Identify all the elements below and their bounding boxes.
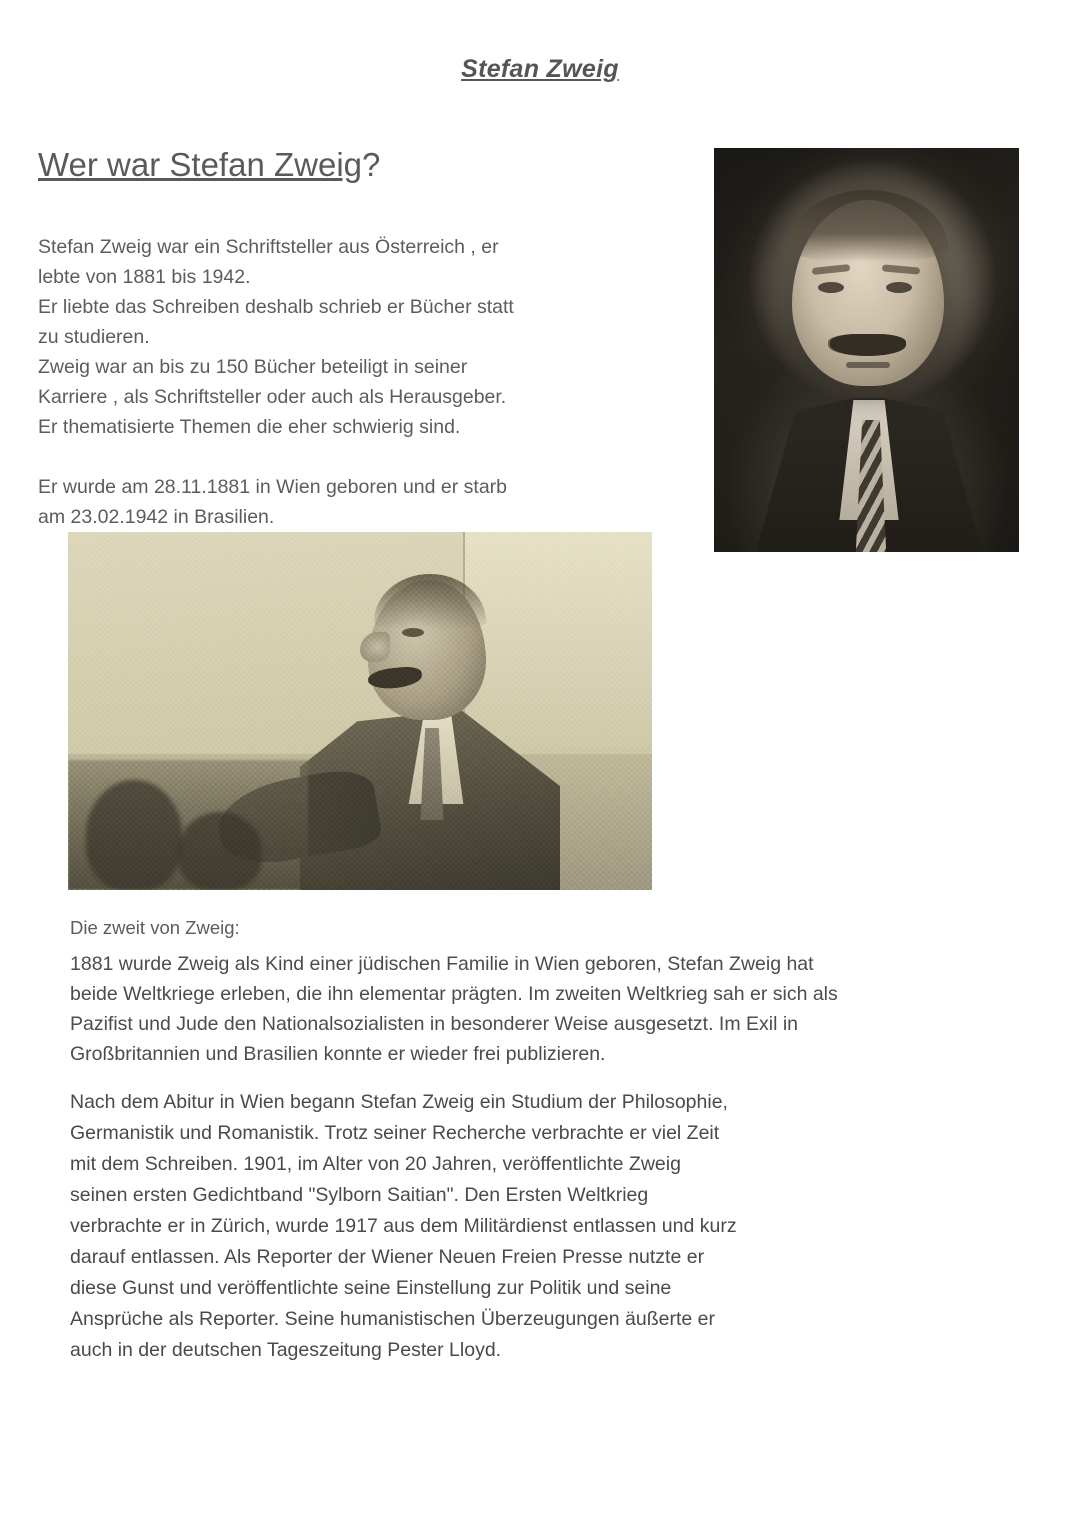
intro-line: Er liebte das Schreiben deshalb schrieb er Bücher statt <box>38 296 514 318</box>
career-line: diese Gunst und veröffentlichte seine Einstellung zur Politik und seine <box>70 1277 672 1299</box>
intro-line-second: am 23.02.1942 in Brasilien. <box>38 506 275 528</box>
section-heading <box>38 146 380 184</box>
biography-line: Großbritannien und Brasilien konnte er wieder frei publizieren. <box>70 1043 606 1065</box>
document-title: Stefan Zweig <box>461 55 619 83</box>
career-line: Germanistik und Romanistik. Trotz seiner Recherche verbrachte er viel Zeit <box>70 1122 720 1144</box>
section-heading-question-mark: ? <box>362 146 381 183</box>
biography-line: 1881 wurde Zweig als Kind einer jüdischen Familie in Wien geboren, Stefan Zweig hat <box>70 953 814 975</box>
lecture-photo <box>68 532 652 890</box>
lecture-film-grain <box>68 532 652 890</box>
career-line: darauf entlassen. Als Reporter der Wiener Neuen Freien Presse nutzte er <box>70 1246 705 1268</box>
career-line: seinen ersten Gedichtband "Sylborn Saitian". Den Ersten Weltkrieg <box>70 1184 649 1206</box>
biography-line: Pazifist und Jude den Nationalsozialisten in besonderer Weise ausgesetzt. Im Exil in <box>70 1013 799 1035</box>
intro-line: Stefan Zweig war ein Schriftsteller aus Österreich , er <box>38 236 499 258</box>
intro-line: lebte von 1881 bis 1942. <box>38 266 251 288</box>
intro-line: Karriere , als Schriftsteller oder auch als Herausgeber. <box>38 386 507 408</box>
career-line: verbrachte er in Zürich, wurde 1917 aus dem Militärdienst entlassen und kurz <box>70 1215 737 1237</box>
career-line: auch in der deutschen Tageszeitung Pester Lloyd. <box>70 1339 502 1361</box>
career-line: Ansprüche als Reporter. Seine humanistischen Überzeugungen äußerte er <box>70 1308 715 1330</box>
section-heading-text: Wer war Stefan Zweig <box>38 146 363 183</box>
portrait-eye-left <box>818 282 844 293</box>
paragraph-spacer <box>38 442 663 472</box>
image-caption: Die zweit von Zweig: <box>70 917 240 938</box>
intro-line: Zweig war an bis zu 150 Bücher beteiligt in seiner <box>38 356 468 378</box>
portrait-photo <box>714 148 1019 552</box>
intro-line-second: Er wurde am 28.11.1881 in Wien geboren und er starb <box>38 476 507 498</box>
intro-line: Er thematisierte Themen die eher schwierig sind. <box>38 416 461 438</box>
biography-line: beide Weltkriege erleben, die ihn elementar prägten. Im zweiten Weltkrieg sah er sich als <box>70 983 838 1005</box>
biography-paragraph <box>70 949 1020 1069</box>
portrait-mouth <box>846 362 890 368</box>
portrait-eye-right <box>886 282 912 293</box>
intro-line: zu studieren. <box>38 326 150 348</box>
career-line: mit dem Schreiben. 1901, im Alter von 20 Jahren, veröffentlichte Zweig <box>70 1153 681 1175</box>
career-paragraph <box>70 1087 1010 1366</box>
intro-block <box>38 232 663 532</box>
career-line: Nach dem Abitur in Wien begann Stefan Zweig ein Studium der Philosophie, <box>70 1091 728 1113</box>
portrait-mustache <box>830 334 906 356</box>
